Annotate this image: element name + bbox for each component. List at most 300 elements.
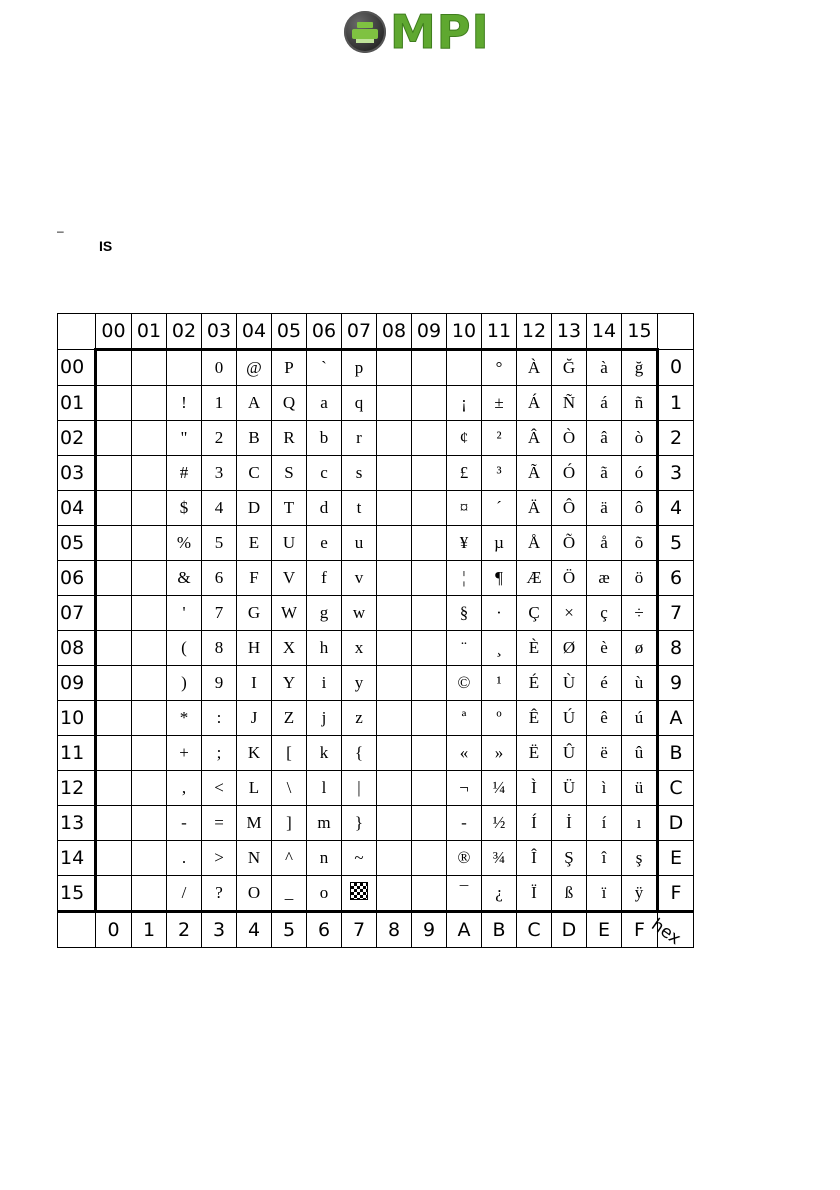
char-cell: ?	[202, 876, 237, 912]
char-cell: Â	[517, 421, 552, 456]
row-header-decimal: 10	[58, 701, 96, 736]
char-cell: µ	[482, 526, 517, 561]
char-cell: _	[272, 876, 307, 912]
char-cell	[377, 806, 412, 841]
char-cell: ]	[272, 806, 307, 841]
table-row	[58, 491, 694, 526]
table-row	[58, 596, 694, 631]
row-header-decimal: 09	[58, 666, 96, 701]
char-cell: õ	[622, 526, 658, 561]
row-header-decimal: 03	[58, 456, 96, 491]
char-cell: ©	[447, 666, 482, 701]
char-cell	[412, 386, 447, 421]
row-header-decimal: 08	[58, 631, 96, 666]
char-cell: í	[587, 806, 622, 841]
char-cell: ñ	[622, 386, 658, 421]
char-cell	[132, 631, 167, 666]
char-cell	[412, 631, 447, 666]
column-header: 00	[96, 314, 132, 350]
row-header-hex: 0	[658, 350, 694, 386]
row-header-hex: 4	[658, 491, 694, 526]
char-cell	[447, 350, 482, 386]
hex-column-header: F	[622, 912, 658, 948]
row-header-decimal: 14	[58, 841, 96, 876]
char-cell	[377, 841, 412, 876]
char-cell: $	[167, 491, 202, 526]
char-cell: ¹	[482, 666, 517, 701]
char-cell	[377, 456, 412, 491]
char-cell: L	[237, 771, 272, 806]
char-cell	[412, 876, 447, 912]
row-header-decimal: 15	[58, 876, 96, 912]
char-cell: ³	[482, 456, 517, 491]
table-row	[58, 806, 694, 841]
char-cell: İ	[552, 806, 587, 841]
column-header: 14	[587, 314, 622, 350]
char-cell	[412, 526, 447, 561]
row-header-hex: A	[658, 701, 694, 736]
column-header: 07	[342, 314, 377, 350]
char-cell: ı	[622, 806, 658, 841]
char-cell: ~	[342, 841, 377, 876]
char-cell: Ê	[517, 701, 552, 736]
char-cell: §	[447, 596, 482, 631]
char-cell: Ù	[552, 666, 587, 701]
char-cell: 3	[202, 456, 237, 491]
char-cell: 6	[202, 561, 237, 596]
column-header: 10	[447, 314, 482, 350]
char-cell: î	[587, 841, 622, 876]
table-row	[58, 666, 694, 701]
char-cell: È	[517, 631, 552, 666]
char-cell	[377, 736, 412, 771]
row-header-hex: 3	[658, 456, 694, 491]
char-cell: 4	[202, 491, 237, 526]
char-cell	[132, 666, 167, 701]
char-cell: W	[272, 596, 307, 631]
char-cell: ,	[167, 771, 202, 806]
char-cell: æ	[587, 561, 622, 596]
char-cell: ø	[622, 631, 658, 666]
hex-corner-cell	[647, 912, 694, 950]
char-cell: ë	[587, 736, 622, 771]
char-cell: º	[482, 701, 517, 736]
char-cell	[132, 701, 167, 736]
row-header-decimal: 06	[58, 561, 96, 596]
char-cell: t	[342, 491, 377, 526]
char-cell	[96, 701, 132, 736]
char-cell: ï	[587, 876, 622, 912]
hex-column-header: C	[517, 912, 552, 948]
char-cell: (	[167, 631, 202, 666]
char-cell: ß	[552, 876, 587, 912]
char-cell: Ú	[552, 701, 587, 736]
char-cell: f	[307, 561, 342, 596]
hex-column-header: 1	[132, 912, 167, 948]
char-cell	[96, 876, 132, 912]
row-header-hex: E	[658, 841, 694, 876]
char-cell: £	[447, 456, 482, 491]
char-cell: ^	[272, 841, 307, 876]
char-cell	[132, 736, 167, 771]
hex-column-header: 0	[96, 912, 132, 948]
char-cell: ²	[482, 421, 517, 456]
char-cell: Ø	[552, 631, 587, 666]
char-cell: K	[237, 736, 272, 771]
char-cell: G	[237, 596, 272, 631]
row-header-hex: 5	[658, 526, 694, 561]
table-row	[58, 841, 694, 876]
row-header-decimal: 04	[58, 491, 96, 526]
table-row	[58, 350, 694, 386]
corner-cell	[658, 314, 694, 350]
row-header-hex: 9	[658, 666, 694, 701]
row-header-hex: 1	[658, 386, 694, 421]
char-cell: l	[307, 771, 342, 806]
char-cell: Ö	[552, 561, 587, 596]
char-cell: g	[307, 596, 342, 631]
char-cell: >	[202, 841, 237, 876]
char-cell: 2	[202, 421, 237, 456]
char-cell: ÷	[622, 596, 658, 631]
char-cell: w	[342, 596, 377, 631]
char-cell: '	[167, 596, 202, 631]
char-cell: c	[307, 456, 342, 491]
character-set-table	[57, 313, 694, 948]
char-cell	[96, 421, 132, 456]
char-cell: z	[342, 701, 377, 736]
char-cell: ;	[202, 736, 237, 771]
char-cell	[132, 491, 167, 526]
char-cell: Õ	[552, 526, 587, 561]
char-cell: ½	[482, 806, 517, 841]
char-cell	[377, 491, 412, 526]
row-header-hex: 2	[658, 421, 694, 456]
char-cell: &	[167, 561, 202, 596]
char-cell: ·	[482, 596, 517, 631]
row-header-hex: C	[658, 771, 694, 806]
char-cell: ×	[552, 596, 587, 631]
char-cell: ¯	[447, 876, 482, 912]
char-cell: }	[342, 806, 377, 841]
char-cell	[132, 806, 167, 841]
char-cell	[377, 771, 412, 806]
column-header: 06	[307, 314, 342, 350]
char-cell: J	[237, 701, 272, 736]
char-cell: Å	[517, 526, 552, 561]
mpi-logo	[344, 5, 490, 59]
char-cell: h	[307, 631, 342, 666]
char-cell: ¨	[447, 631, 482, 666]
char-cell	[377, 596, 412, 631]
table-row	[58, 526, 694, 561]
char-cell: I	[237, 666, 272, 701]
char-cell	[412, 771, 447, 806]
char-cell: Î	[517, 841, 552, 876]
char-cell: {	[342, 736, 377, 771]
char-cell: ü	[622, 771, 658, 806]
char-cell: ¾	[482, 841, 517, 876]
char-cell: k	[307, 736, 342, 771]
char-cell	[132, 386, 167, 421]
char-cell: ¶	[482, 561, 517, 596]
char-cell	[132, 350, 167, 386]
char-cell: Û	[552, 736, 587, 771]
char-cell: ã	[587, 456, 622, 491]
char-cell: i	[307, 666, 342, 701]
char-cell: P	[272, 350, 307, 386]
char-cell: ÿ	[622, 876, 658, 912]
char-cell: <	[202, 771, 237, 806]
char-cell	[377, 421, 412, 456]
char-cell: ù	[622, 666, 658, 701]
char-cell: ¡	[447, 386, 482, 421]
logo-text: MPI	[390, 5, 490, 59]
column-header: 08	[377, 314, 412, 350]
char-cell	[96, 491, 132, 526]
row-header-decimal: 00	[58, 350, 96, 386]
char-cell: »	[482, 736, 517, 771]
table-row	[58, 876, 694, 912]
hex-column-header: E	[587, 912, 622, 948]
char-cell: +	[167, 736, 202, 771]
char-cell: Á	[517, 386, 552, 421]
column-header: 13	[552, 314, 587, 350]
char-cell: U	[272, 526, 307, 561]
row-header-decimal: 02	[58, 421, 96, 456]
char-cell: «	[447, 736, 482, 771]
char-cell: N	[237, 841, 272, 876]
char-cell: ô	[622, 491, 658, 526]
row-header-hex: 7	[658, 596, 694, 631]
char-cell	[412, 666, 447, 701]
char-cell: ¥	[447, 526, 482, 561]
char-cell: `	[307, 350, 342, 386]
char-cell: á	[587, 386, 622, 421]
char-cell: F	[237, 561, 272, 596]
hex-column-header: A	[447, 912, 482, 948]
code-page-label: IS	[99, 238, 113, 254]
column-header: 05	[272, 314, 307, 350]
column-header: 03	[202, 314, 237, 350]
char-cell	[377, 350, 412, 386]
hex-column-header: 9	[412, 912, 447, 948]
table-row	[58, 701, 694, 736]
char-cell: ì	[587, 771, 622, 806]
hex-column-header: 6	[307, 912, 342, 948]
char-cell: Ì	[517, 771, 552, 806]
char-cell: ğ	[622, 350, 658, 386]
table-row	[58, 421, 694, 456]
char-cell: °	[482, 350, 517, 386]
hex-column-header: 5	[272, 912, 307, 948]
char-cell: #	[167, 456, 202, 491]
char-cell: Ç	[517, 596, 552, 631]
hex-column-header-row	[58, 912, 694, 948]
row-header-hex: 6	[658, 561, 694, 596]
char-cell: Ò	[552, 421, 587, 456]
char-cell: r	[342, 421, 377, 456]
char-cell: j	[307, 701, 342, 736]
char-cell: /	[167, 876, 202, 912]
column-header: 04	[237, 314, 272, 350]
row-header-hex: D	[658, 806, 694, 841]
hex-label: hex	[647, 915, 685, 950]
checkerboard-icon	[350, 882, 368, 900]
row-header-decimal: 07	[58, 596, 96, 631]
char-cell: [	[272, 736, 307, 771]
printer-icon	[344, 11, 386, 53]
table-row	[58, 771, 694, 806]
char-cell: 8	[202, 631, 237, 666]
char-cell: "	[167, 421, 202, 456]
char-cell: ¼	[482, 771, 517, 806]
char-cell: v	[342, 561, 377, 596]
char-cell: =	[202, 806, 237, 841]
table-row	[58, 736, 694, 771]
char-cell: ç	[587, 596, 622, 631]
char-cell: ¸	[482, 631, 517, 666]
char-cell: é	[587, 666, 622, 701]
char-cell: V	[272, 561, 307, 596]
char-cell: Q	[272, 386, 307, 421]
char-cell: Ñ	[552, 386, 587, 421]
char-cell: Ô	[552, 491, 587, 526]
row-header-decimal: 11	[58, 736, 96, 771]
char-cell	[412, 736, 447, 771]
char-cell	[412, 806, 447, 841]
char-cell: Ã	[517, 456, 552, 491]
column-header-row	[58, 314, 694, 350]
char-cell	[412, 596, 447, 631]
char-cell	[412, 421, 447, 456]
char-cell: ±	[482, 386, 517, 421]
char-cell: 0	[202, 350, 237, 386]
column-header: 15	[622, 314, 658, 350]
char-cell: Y	[272, 666, 307, 701]
char-cell: 9	[202, 666, 237, 701]
char-cell: :	[202, 701, 237, 736]
char-cell: m	[307, 806, 342, 841]
char-cell	[96, 736, 132, 771]
hex-column-header: B	[482, 912, 517, 948]
char-cell	[377, 701, 412, 736]
char-cell: ª	[447, 701, 482, 736]
char-cell: û	[622, 736, 658, 771]
hex-column-header: 8	[377, 912, 412, 948]
char-cell	[412, 561, 447, 596]
hex-column-header: 7	[342, 912, 377, 948]
char-cell	[96, 771, 132, 806]
char-cell: 1	[202, 386, 237, 421]
char-cell	[412, 491, 447, 526]
char-cell: q	[342, 386, 377, 421]
char-cell: T	[272, 491, 307, 526]
char-cell: ê	[587, 701, 622, 736]
char-cell	[377, 631, 412, 666]
char-cell: A	[237, 386, 272, 421]
char-cell: ò	[622, 421, 658, 456]
char-cell: Ó	[552, 456, 587, 491]
char-cell	[96, 841, 132, 876]
char-cell: è	[587, 631, 622, 666]
char-cell: ş	[622, 841, 658, 876]
char-cell: Ï	[517, 876, 552, 912]
char-cell	[132, 596, 167, 631]
corner-cell	[58, 314, 96, 350]
char-cell: %	[167, 526, 202, 561]
char-cell	[96, 631, 132, 666]
char-cell: Ë	[517, 736, 552, 771]
char-cell: 5	[202, 526, 237, 561]
char-cell: ¦	[447, 561, 482, 596]
char-cell: )	[167, 666, 202, 701]
char-cell: Z	[272, 701, 307, 736]
char-cell: \	[272, 771, 307, 806]
char-cell: ´	[482, 491, 517, 526]
char-cell: x	[342, 631, 377, 666]
char-cell: ¢	[447, 421, 482, 456]
char-cell	[96, 350, 132, 386]
char-cell: Æ	[517, 561, 552, 596]
char-cell: à	[587, 350, 622, 386]
char-cell: -	[167, 806, 202, 841]
char-cell: E	[237, 526, 272, 561]
char-cell: M	[237, 806, 272, 841]
char-cell	[96, 386, 132, 421]
char-cell: X	[272, 631, 307, 666]
char-cell: Ş	[552, 841, 587, 876]
char-cell: ¤	[447, 491, 482, 526]
char-cell: 7	[202, 596, 237, 631]
char-cell	[377, 666, 412, 701]
char-cell: S	[272, 456, 307, 491]
char-cell	[132, 561, 167, 596]
char-cell	[96, 456, 132, 491]
char-cell: ö	[622, 561, 658, 596]
char-cell: o	[307, 876, 342, 912]
table-row	[58, 386, 694, 421]
char-cell	[132, 456, 167, 491]
char-cell	[412, 456, 447, 491]
char-cell: a	[307, 386, 342, 421]
header-dash: –	[57, 224, 64, 238]
char-cell: u	[342, 526, 377, 561]
char-cell	[132, 526, 167, 561]
char-cell: s	[342, 456, 377, 491]
char-cell: -	[447, 806, 482, 841]
char-cell: b	[307, 421, 342, 456]
row-header-decimal: 12	[58, 771, 96, 806]
char-cell: ®	[447, 841, 482, 876]
char-cell: H	[237, 631, 272, 666]
char-cell	[132, 841, 167, 876]
char-cell: å	[587, 526, 622, 561]
char-cell	[132, 421, 167, 456]
row-header-hex: 8	[658, 631, 694, 666]
hex-column-header: 3	[202, 912, 237, 948]
column-header: 02	[167, 314, 202, 350]
char-cell: ¿	[482, 876, 517, 912]
char-cell	[132, 771, 167, 806]
char-cell	[96, 561, 132, 596]
table-row	[58, 561, 694, 596]
char-cell: .	[167, 841, 202, 876]
char-cell: Í	[517, 806, 552, 841]
checker-glyph	[342, 876, 377, 912]
char-cell: â	[587, 421, 622, 456]
row-header-decimal: 05	[58, 526, 96, 561]
